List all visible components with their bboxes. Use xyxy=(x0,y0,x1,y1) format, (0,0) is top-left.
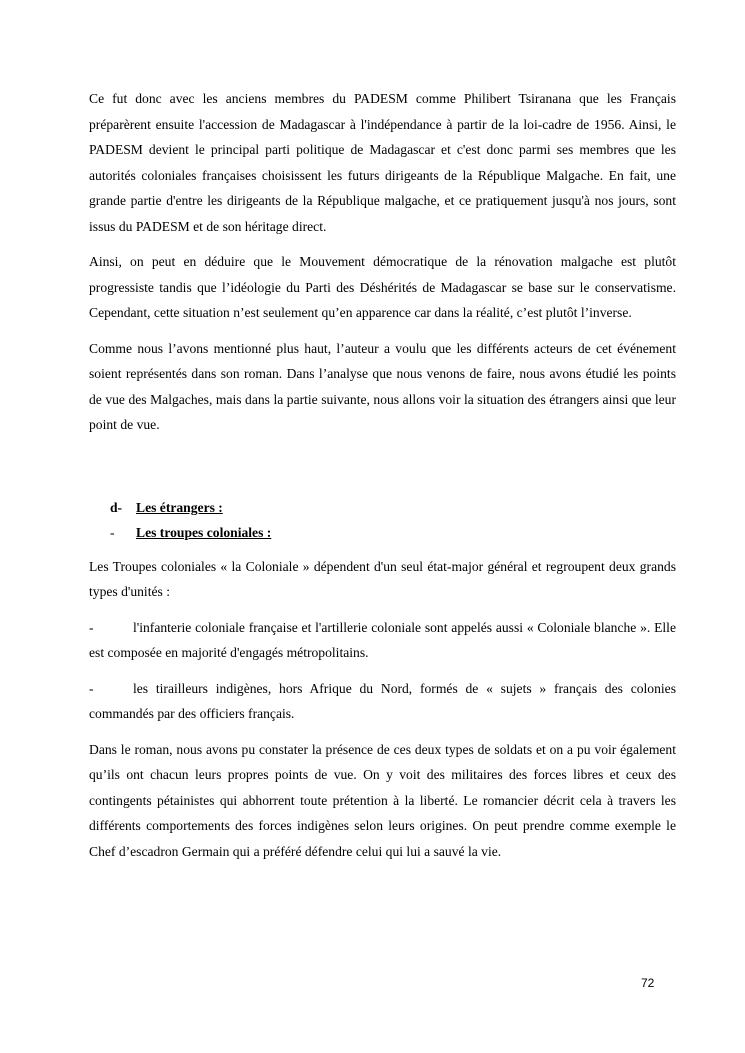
page-number: 72 xyxy=(641,976,655,990)
subheading-marker: - xyxy=(110,525,115,540)
paragraph-ideology: Ainsi, on peut en déduire que le Mouvement démocratique de la rénovation malgache est plutôt progressiste tandis que l’idéologie du Parti des Déshérités de Madagascar se base sur le conservatisme. Cependant, cette situation n’est seulement qu’en apparence car dans la réalité, c’est plutôt l’inverse. xyxy=(89,254,676,320)
subheading-text: Les troupes coloniales : xyxy=(136,525,272,540)
paragraph-padesm: Ce fut donc avec les anciens membres du PADESM comme Philibert Tsiranana que les Français préparèrent ensuite l'accession de Madagascar à l'indépendance à partir de la loi-cadre de 1956. Ainsi, le PADESM devient le principal parti politique de Madagascar et c'est donc parmi ses membres que les autorités coloniales françaises choisissent les futurs dirigeants de la République Malgache. En fait, une grande partie d'entre les dirigeants de la République malgache, et ce pratiquement jusqu'à nos jours, sont issus du PADESM et de son héritage direct. xyxy=(89,91,676,234)
paragraph-intro: Les Troupes coloniales « la Coloniale » dépendent d'un seul état-major général et regroupent deux grands types d'unités : xyxy=(89,558,676,599)
paragraph-transition: Comme nous l’avons mentionné plus haut, l’auteur a voulu que les différents acteurs de cet événement soient représentés dans son roman. Dans l’analyse que nous venons de faire, nous avons étudié les points de vue des Malgaches, mais dans la partie suivante, nous allons voir la situation des étrangers ainsi que leur point de vue. xyxy=(89,340,676,432)
heading-marker: d- xyxy=(110,499,123,515)
paragraph-closing: Dans le roman, nous avons pu constater la présence de ces deux types de soldats et on a pu voir également qu’ils ont chacun leurs propres points de vue. On y voit des militaires des forces libres et ceux des contingents pétainistes qui abhorrent toute prétention à la liberté. Le romancier décrit cela à travers les différents comportements des forces indigènes selon leurs origines. On peut prendre comme exemple le Chef d’escadron Germain qui a préféré défendre celui qui lui a sauvé la vie. xyxy=(89,741,676,859)
list-item xyxy=(89,615,676,666)
section-heading-etrangers xyxy=(89,495,676,521)
list-item xyxy=(89,676,676,727)
section-spacer xyxy=(89,448,676,495)
list-item-text: les tirailleurs indigènes, hors Afrique du Nord, formés de « sujets » français des colonies commandés par des officiers français. xyxy=(89,680,676,721)
subsection-heading-troupes xyxy=(89,520,676,546)
list-dash: - xyxy=(89,619,94,635)
list-dash: - xyxy=(89,680,94,696)
page-body xyxy=(89,86,676,874)
list-item-text: l'infanterie coloniale française et l'artillerie coloniale sont appelés aussi « Coloniale blanche ». Elle est composée en majorité d'engagés métropolitains. xyxy=(89,619,676,660)
heading-text: Les étrangers : xyxy=(136,499,223,515)
